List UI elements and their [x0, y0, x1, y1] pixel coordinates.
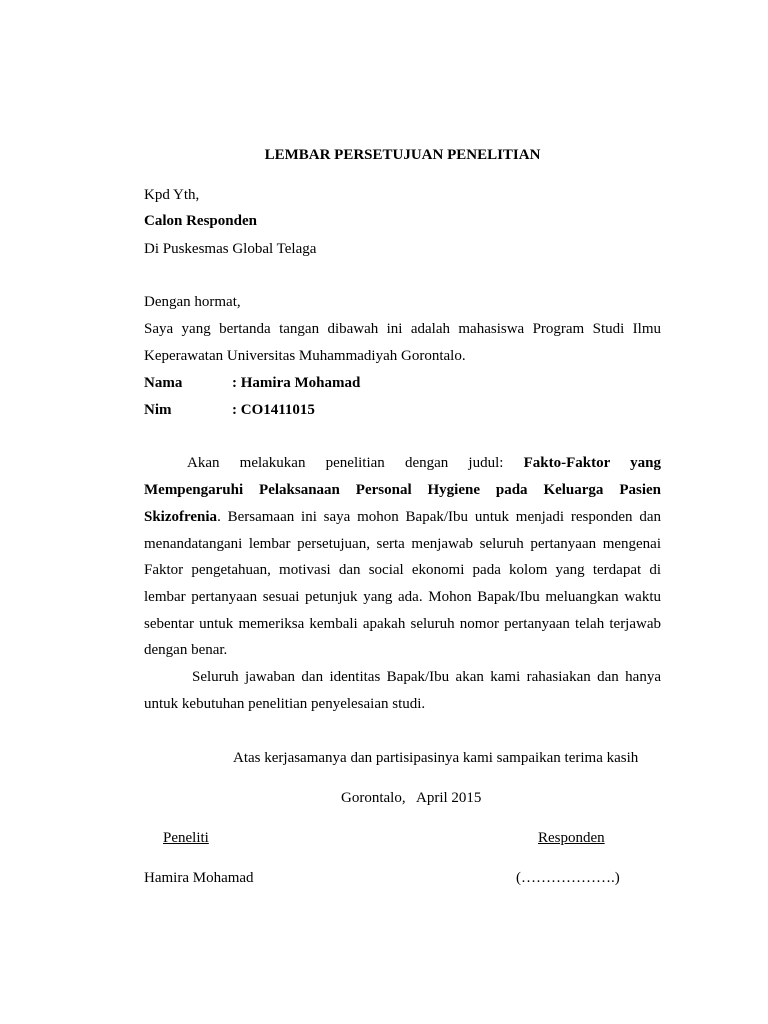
nim-row [144, 401, 315, 419]
recipient: Calon Responden [144, 213, 257, 229]
p1-l3-title: Skizofrenia [144, 509, 218, 525]
recipient-location: Di Puskesmas Global Telaga [144, 241, 317, 257]
p1-l3-text: . Bersamaan ini saya mohon Bapak/Ibu untuk menjadi responden dan [217, 509, 661, 525]
paragraph-1-line-1 [187, 454, 661, 472]
paragraph-2-line-2: untuk kebutuhan penelitian penyelesaian studi. [144, 696, 426, 712]
paragraph-1-line-4: menandatangani lembar persetujuan, serta menjawab seluruh pertanyaan mengenai [144, 536, 661, 552]
place-date: Gorontalo, April 2015 [341, 790, 482, 806]
signature-right-title: Responden [538, 830, 605, 846]
intro-line-1: Saya yang bertanda tangan dibawah ini adalah mahasiswa Program Studi Ilmu [144, 321, 661, 337]
closing-thanks: Atas kerjasamanya dan partisipasinya kami sampaikan terima kasih [233, 750, 639, 766]
signature-left-name: Hamira Mohamad [144, 870, 254, 886]
p1-l1-text: Akan melakukan penelitian dengan judul: [187, 455, 524, 471]
nim-value: : CO1411015 [232, 402, 315, 418]
signature-right-blank: (……………….) [516, 870, 620, 886]
p1-l1-title: Fakto-Faktor yang [523, 455, 661, 471]
paragraph-1-line-2: Mempengaruhi Pelaksanaan Personal Hygiene pada Keluarga Pasien [144, 482, 661, 498]
nim-label: Nim [144, 402, 172, 418]
paragraph-1-line-8: dengan benar. [144, 642, 228, 658]
greeting: Kpd Yth, [144, 187, 200, 203]
name-value: : Hamira Mohamad [232, 375, 361, 391]
document-title: LEMBAR PERSETUJUAN PENELITIAN [264, 147, 541, 163]
name-row [144, 374, 360, 392]
intro-line-2: Keperawatan Universitas Muhammadiyah Gorontalo. [144, 348, 466, 364]
paragraph-1-line-6: lembar pertanyaan sesuai petunjuk yang ada. Mohon Bapak/Ibu meluangkan waktu [144, 589, 661, 605]
name-label: Nama [144, 375, 183, 391]
paragraph-1-line-7: sebentar untuk memeriksa kembali apakah seluruh nomor pertanyaan telah terjawab [144, 616, 661, 632]
signature-left-title: Peneliti [163, 830, 209, 846]
paragraph-2-line-1: Seluruh jawaban dan identitas Bapak/Ibu akan kami rahasiakan dan hanya [192, 669, 661, 685]
paragraph-1-line-3 [144, 508, 661, 526]
opening-salutation: Dengan hormat, [144, 294, 241, 310]
paragraph-1-line-5: Faktor pengetahuan, motivasi dan social ekonomi pada kolom yang terdapat di [144, 562, 661, 578]
